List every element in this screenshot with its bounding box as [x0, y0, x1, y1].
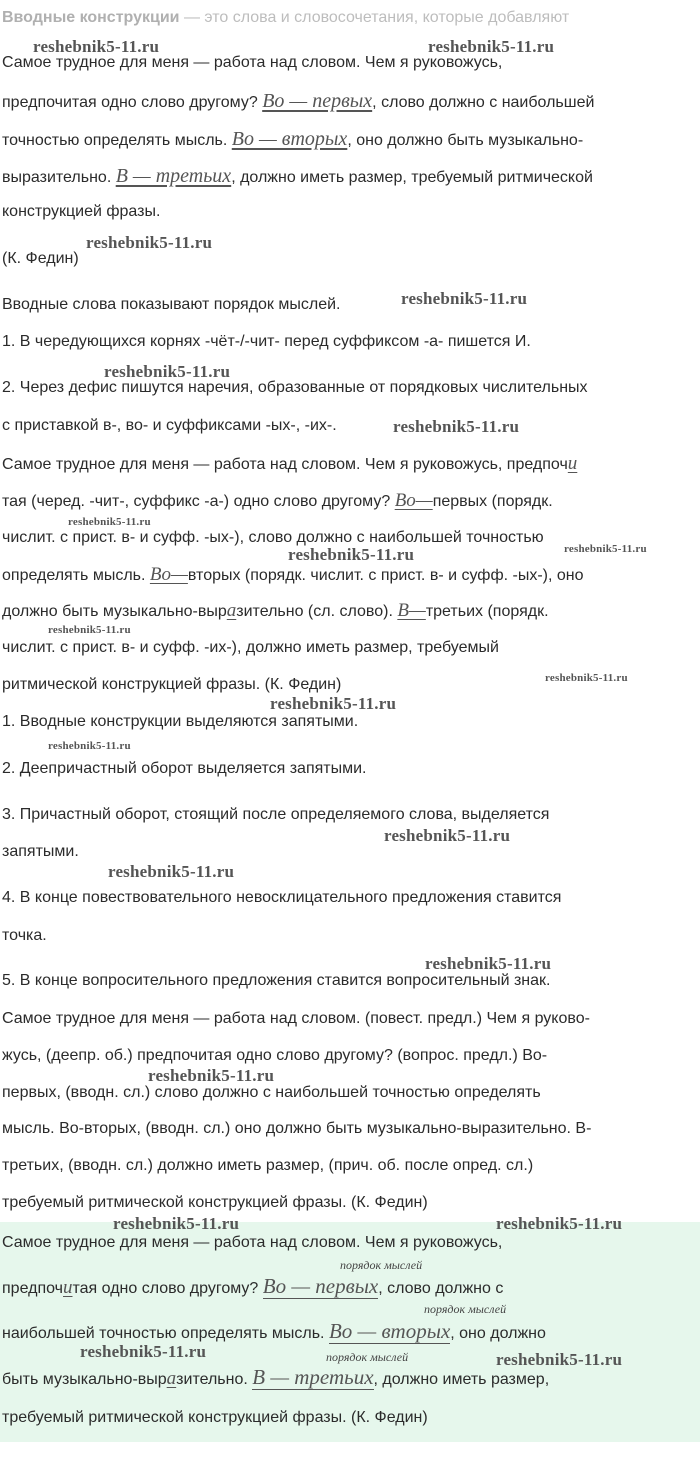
text-line: числит. с прист. в- и суфф. -их-), должно иметь размер, требуемый — [2, 639, 499, 656]
text-line: предпочитая одно слово другому? Во — первых, слово должно с — [2, 1274, 504, 1298]
rule-item: 2. Через дефис пишутся наречия, образованные от порядковых числительных — [2, 379, 588, 396]
watermark: reshebnik5-11.ru — [33, 37, 160, 56]
text-line: требуемый ритмической конструкцией фразы. (К. Федин) — [2, 1194, 428, 1211]
spelling-mark: и — [63, 1277, 73, 1298]
text-line: выразительно. В — третьих, должно иметь размер, требуемый ритмической — [2, 165, 593, 187]
rule-item: запятыми. — [2, 843, 79, 860]
watermark: reshebnik5-11.ru — [148, 1066, 275, 1085]
text-line: наибольшей точностью определять мысль. Во — вторых, оно должно — [2, 1319, 546, 1343]
intro-word: В — третьих — [115, 165, 232, 187]
text-line: Самое трудное для меня — работа над словом. Чем я руковожусь, предпочи — [2, 453, 578, 474]
rule-item: 1. В чередующихся корнях -чёт-/-чит- перед суффиксом -а- пишется И. — [2, 333, 531, 350]
watermark: reshebnik5-11.ru — [425, 954, 552, 973]
text-line: быть музыкально-выразительно. В — третьих, должно иметь размер, — [2, 1365, 550, 1389]
text-line: ритмической конструкцией фразы. (К. Федин) — [2, 676, 342, 693]
rule-item: 3. Причастный оборот, стоящий после определяемого слова, выделяется — [2, 806, 550, 823]
text-line: третьих, (вводн. сл.) должно иметь размер, (прич. об. после опред. сл.) — [2, 1157, 534, 1174]
watermark: reshebnik5-11.ru — [80, 1342, 207, 1361]
author-line: (К. Федин) — [2, 250, 79, 267]
watermark: reshebnik5-11.ru — [68, 516, 151, 528]
text-line: Самое трудное для меня — работа над словом. (повест. предл.) Чем я руково- — [2, 1010, 590, 1027]
intro-word: В — третьих — [252, 1365, 374, 1389]
watermark: reshebnik5-11.ru — [496, 1214, 623, 1233]
watermark: reshebnik5-11.ru — [393, 417, 520, 436]
rule-item: 2. Деепричастный оборот выделяется запятыми. — [2, 760, 367, 777]
spelling-mark: а — [226, 600, 237, 621]
rule-item: 4. В конце повествовательного невосклицательного предложения ставится — [2, 889, 562, 906]
watermark: reshebnik5-11.ru — [48, 740, 131, 752]
spelling-mark: а — [166, 1368, 177, 1389]
annotation-note: порядок мыслей — [326, 1350, 409, 1364]
annotation-note: порядок мыслей — [424, 1302, 507, 1316]
spelling-mark: и — [567, 453, 578, 474]
text-line: мысль. Во-вторых, (вводн. сл.) оно должно быть музыкально-выразительно. В- — [2, 1120, 592, 1137]
rule-item: 5. В конце вопросительного предложения ставится вопросительный знак. — [2, 972, 551, 989]
text-line: требуемый ритмической конструкцией фразы. (К. Федин) — [2, 1409, 428, 1426]
annotation-note: порядок мыслей — [340, 1258, 423, 1272]
intro-note: Вводные слова показывают порядок мыслей. — [2, 296, 341, 313]
rule-item: 1. Вводные конструкции выделяются запятыми. — [2, 713, 359, 730]
intro-word: Во — первых — [262, 1274, 379, 1298]
rule-item: точка. — [2, 927, 47, 944]
rule-item: с приставкой в-, во- и суффиксами -ых-, -их-. — [2, 417, 337, 434]
text-line: числит. с прист. в- и суфф. -ых-), слово должно с наибольшей точностью — [2, 529, 544, 546]
watermark: reshebnik5-11.ru — [288, 545, 415, 564]
text-line: Самое трудное для меня — работа над словом. Чем я руковожусь, — [2, 54, 503, 71]
text-line: Самое трудное для меня — работа над словом. Чем я руковожусь, — [2, 1234, 503, 1251]
section-heading — [2, 8, 569, 28]
watermark: reshebnik5-11.ru — [108, 862, 235, 881]
watermark: reshebnik5-11.ru — [48, 624, 131, 636]
heading-definition: — это слова и словосочетания, которые добавляют — [179, 9, 570, 26]
watermark: reshebnik5-11.ru — [428, 37, 555, 56]
text-line: точностью определять мысль. Во — вторых, оно должно быть музыкально- — [2, 128, 584, 150]
hyphen-mark: В— — [397, 600, 426, 621]
intro-word: Во — вторых — [231, 128, 348, 150]
text-line: конструкцией фразы. — [2, 203, 161, 220]
watermark: reshebnik5-11.ru — [384, 826, 511, 845]
watermark: reshebnik5-11.ru — [104, 362, 231, 381]
hyphen-mark: Во— — [394, 490, 433, 511]
intro-word: Во — первых — [262, 90, 373, 112]
text-line: предпочитая одно слово другому? Во — первых, слово должно с наибольшей — [2, 90, 595, 112]
watermark: reshebnik5-11.ru — [113, 1214, 240, 1233]
watermark: reshebnik5-11.ru — [564, 543, 647, 555]
hyphen-mark: Во— — [149, 564, 188, 585]
heading-term: Вводные конструкции — [2, 9, 180, 26]
watermark: reshebnik5-11.ru — [86, 233, 213, 252]
watermark: reshebnik5-11.ru — [496, 1350, 623, 1369]
text-line: первых, (вводн. сл.) слово должно с наибольшей точностью определять — [2, 1084, 541, 1101]
text-line: должно быть музыкально-выразительно (сл. слово). В—третьих (порядк. — [2, 600, 549, 621]
intro-word: Во — вторых — [328, 1319, 451, 1343]
watermark: reshebnik5-11.ru — [545, 672, 628, 684]
watermark: reshebnik5-11.ru — [401, 289, 528, 308]
text-line: жусь, (деепр. об.) предпочитая одно слово другому? (вопрос. предл.) Во- — [2, 1047, 548, 1064]
text-line: тая (черед. -чит-, суффикс -а-) одно слово другому? Во—первых (порядк. — [2, 490, 553, 511]
text-line: определять мысль. Во—вторых (порядк. числит. с прист. в- и суфф. -ых-), оно — [2, 564, 584, 585]
watermark: reshebnik5-11.ru — [270, 694, 397, 713]
